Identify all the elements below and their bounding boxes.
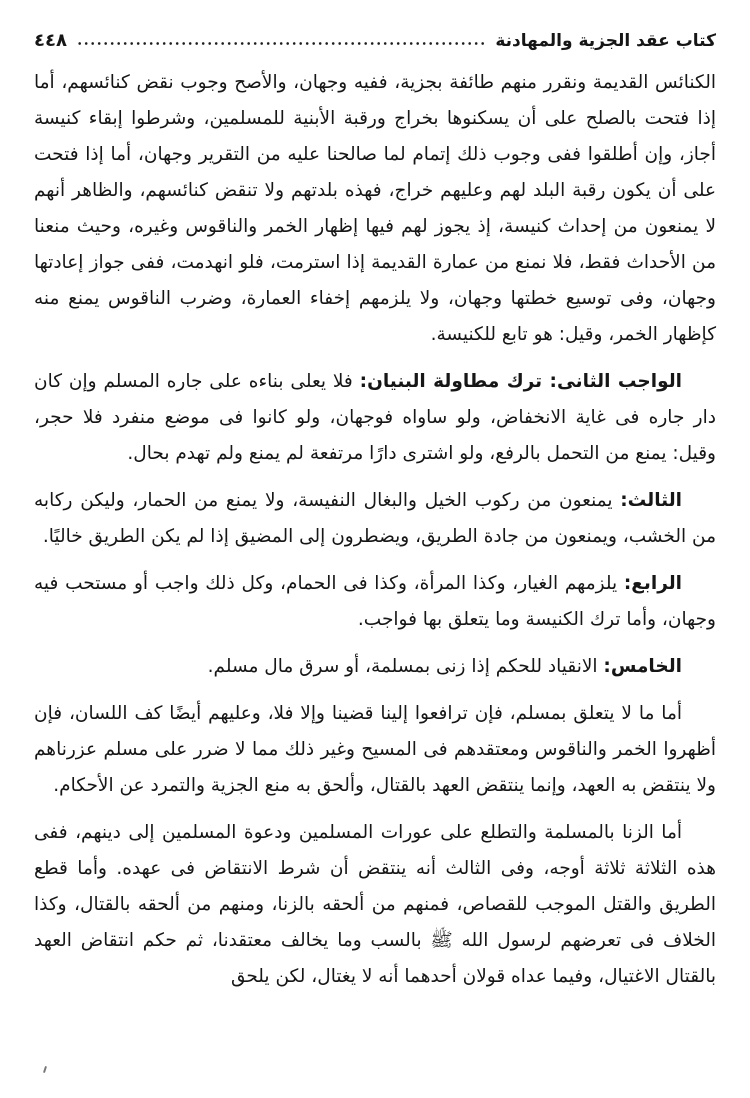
paragraph-third — [34, 483, 716, 555]
page-header — [34, 30, 716, 51]
section-heading-second-duty: الواجب الثانى: ترك مطاولة البنيان: — [359, 371, 682, 392]
section-heading-fifth: الخامس: — [603, 656, 682, 677]
page-body — [34, 65, 716, 995]
paragraph-text: الانقياد للحكم إذا زنى بمسلمة، أو سرق مال مسلم. — [207, 656, 604, 677]
paragraph-breach-of-covenant — [34, 815, 716, 995]
paragraph-fourth — [34, 566, 716, 638]
paragraph-text: يمنعون من ركوب الخيل والبغال النفيسة، ولا يمنع من الحمار، وليكن ركابه من الخشب، ويمنعون من جادة الطريق، ويضطرون إلى المضيق إذا لم يكن الطريق خاليًا. — [34, 490, 716, 547]
paragraph-text: أما الزنا بالمسلمة والتطلع على عورات المسلمين ودعوة المسلمين إلى دينهم، ففى هذه الثلاثة ثلاثة أوجه، وفى الثالث أنه ينتقض أن شرط الانتقاض فى عهده. وأما قطع الطريق والقتل الموجب للقصاص، فمنهم من ألحقه بالزنا، ومنهم من ألحقه بالقتال، وكذا الخلاف فى تعرضهم لرسول الله ﷺ بالسب وما يخالف معتقدنا، ثم حكم انتقاض العهد بالقتال الاغتيال، وفيما عداه قولان أحدهما أنه لا يغتال، لكن يلحق — [34, 822, 716, 987]
section-heading-fourth: الرابع: — [623, 573, 682, 594]
page-number: ٤٤٨ — [34, 30, 67, 51]
paragraph-text: يلزمهم الغيار، وكذا المرأة، وكذا فى الحمام، وكل ذلك واجب أو مستحب فيه وجهان، وأما ترك الكنيسة وما يتعلق بها فواجب. — [34, 573, 716, 630]
section-heading-third: الثالث: — [620, 490, 682, 511]
book-title: كتاب عقد الجزية والمهادنة — [495, 30, 716, 51]
paragraph-churches — [34, 65, 716, 353]
paragraph-second-duty — [34, 364, 716, 472]
scan-speck — [43, 1066, 47, 1073]
paragraph-text: أما ما لا يتعلق بمسلم، فإن ترافعوا إلينا قضينا وإلا فلا، وعليهم أيضًا كف اللسان، فإن أظهروا الخمر والناقوس ومعتقدهم فى المسيح وغير ذلك مما لا ضرر على مسلم عزرناهم ولا ينتقض به العهد، وإنما ينتقض العهد بالقتال، وألحق به منع الجزية والتمرد عن الأحكام. — [34, 703, 716, 796]
paragraph-text: فلا يعلى بناءه على جاره المسلم وإن كان دار جاره فى غاية الانخفاض، ولو ساواه فوجهان، ولو كانوا فى موضع منفرد فلا حجر، وقيل: يمنع من التحمل بالرفع، ولو اشترى دارًا مرتفعة لم يمنع ولم تهدم بحال. — [34, 371, 716, 464]
paragraph-text: الكنائس القديمة ونقرر منهم طائفة بجزية، ففيه وجهان، والأصح وجوب نقض كنائسهم، أما إذا فتحت بالصلح على أن يسكنوها بخراج ورقبة الأبنية للمسلمين، وشرطوا إبقاء كنيسة أجاز، وإن أطلقوا ففى وجوب ذلك إتمام لما صالحنا عليه من التقرير وجهان، أما إذا فتحت على أن يكون رقبة البلد لهم وعليهم خراج، فهذه بلدتهم ولا تنقض كنائسهم، والظاهر أنهم لا يمنعون من إحداث كنيسة، إذ يجوز لهم فيها إظهار الخمر والناقوس وغيره، وحيث منعنا من الأحداث فقط، فلا نمنع من عمارة القديمة إذا استرمت، فلو انهدمت، ففى جواز إعادتها وجهان، وفى توسيع خطتها وجهان، ولا يلزمهم إخفاء العمارة، وضرب الناقوس يمنع منه كإظهار الخمر، وقيل: هو تابع للكنيسة. — [34, 72, 716, 345]
dot-leader — [75, 41, 487, 46]
paragraph-non-muslim-matters — [34, 696, 716, 804]
paragraph-fifth — [34, 649, 716, 685]
